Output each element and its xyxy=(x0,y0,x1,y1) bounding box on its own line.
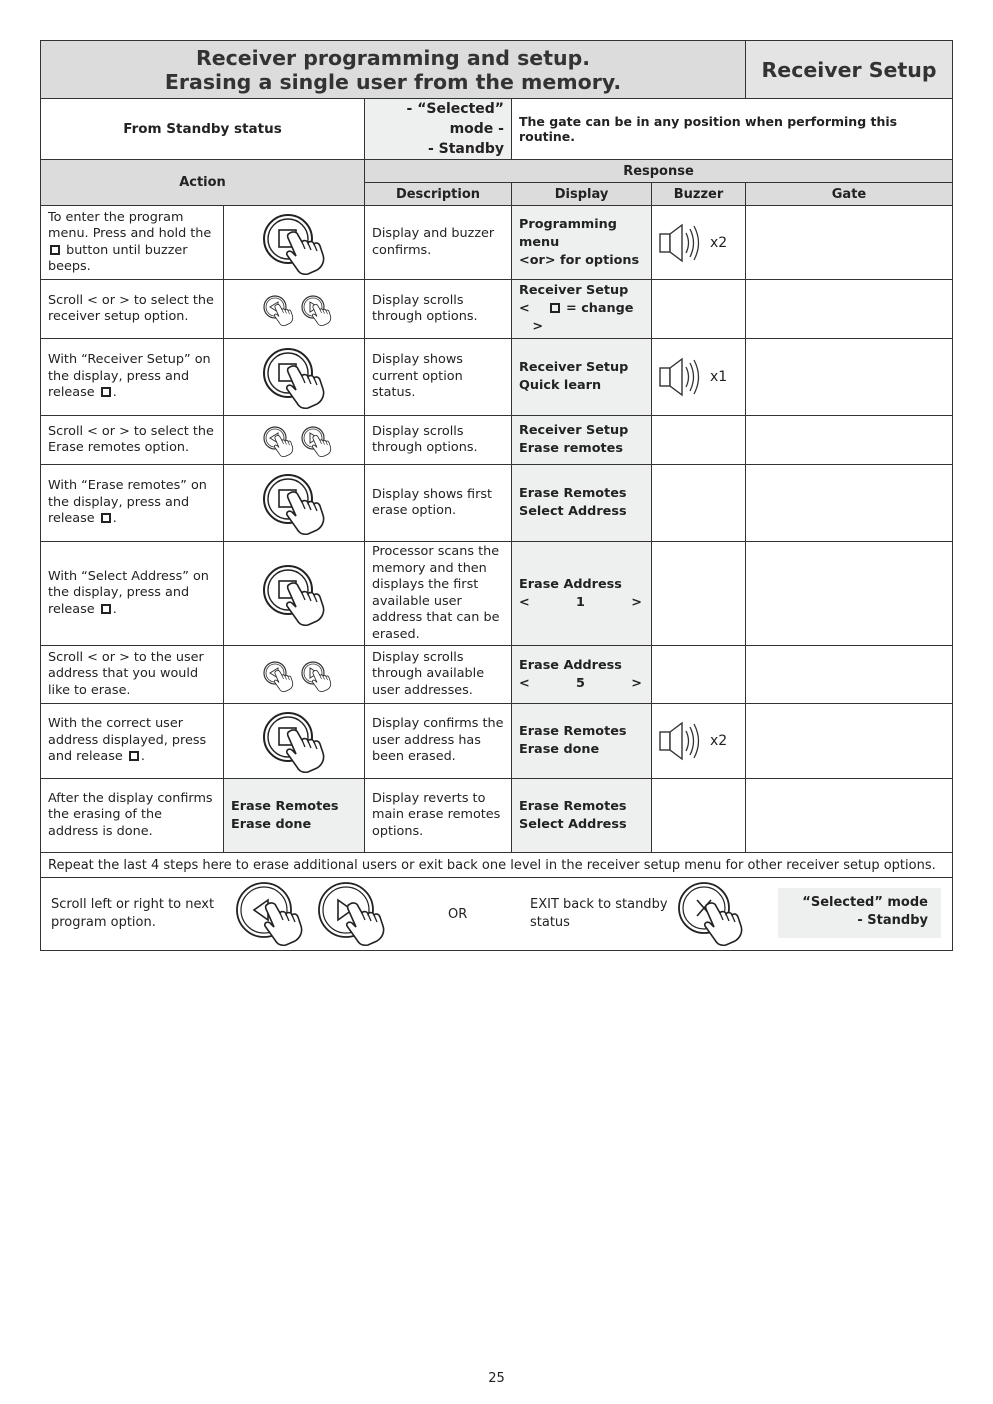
buzzer-cell xyxy=(652,704,746,779)
square-button-icon xyxy=(129,751,139,761)
buzzer-cell xyxy=(652,206,746,280)
gate-cell xyxy=(746,280,953,339)
table-row xyxy=(41,646,953,704)
buzzer-cell xyxy=(652,339,746,416)
buzzer-cell xyxy=(652,280,746,339)
or-label: OR xyxy=(448,907,468,922)
buzzer-count: x2 xyxy=(710,733,728,749)
gate-cell xyxy=(746,779,953,853)
start-mode-line-1: - “Selected” mode - xyxy=(406,101,504,137)
exit-instruction: EXIT back to standby status xyxy=(530,897,668,930)
gate-cell xyxy=(746,542,953,646)
gate-cell xyxy=(746,704,953,779)
speaker-icon xyxy=(658,720,704,762)
title-line-2: Erasing a single user from the memory. xyxy=(164,69,622,94)
state-cell: Erase Remotes Erase done xyxy=(224,779,365,853)
buzzer-count: x2 xyxy=(710,234,728,251)
scroll-buttons-icon xyxy=(224,280,365,339)
title-line-1: Receiver programming and setup. xyxy=(195,45,591,70)
press-button-icon xyxy=(224,542,365,646)
table-row xyxy=(41,704,953,779)
description-cell: Display reverts to main erase remotes options. xyxy=(365,779,512,853)
table-row xyxy=(41,542,953,646)
description-cell: Display and buzzer confirms. xyxy=(365,206,512,280)
buzzer-header: Buzzer xyxy=(652,183,746,206)
buzzer-cell xyxy=(652,646,746,704)
press-button-icon xyxy=(224,339,365,416)
gate-cell xyxy=(746,416,953,465)
display-cell: Receiver Setup Erase remotes xyxy=(512,416,652,465)
gate-cell xyxy=(746,465,953,542)
action-cell: Scroll < or > to select the Erase remotes option. xyxy=(41,416,224,465)
display-cell: Erase Address < 1 > xyxy=(512,542,652,646)
square-button-icon xyxy=(550,303,560,313)
square-button-icon xyxy=(101,387,111,397)
page-number: 25 xyxy=(488,1371,505,1386)
action-cell: With “Select Address” on the display, press and release . xyxy=(41,542,224,646)
left-arrow-button-icon xyxy=(234,880,316,948)
table-row xyxy=(41,206,953,280)
table-row xyxy=(41,465,953,542)
table-row xyxy=(41,416,953,465)
display-cell: Erase Remotes Select Address xyxy=(512,779,652,853)
buzzer-count: x1 xyxy=(710,369,728,385)
description-cell: Display confirms the user address has been erased. xyxy=(365,704,512,779)
action-cell: With “Receiver Setup” on the display, press and release . xyxy=(41,339,224,416)
section-title: Receiver Setup xyxy=(746,41,953,99)
display-cell: Programming menu <or> for options xyxy=(512,206,652,280)
buzzer-cell xyxy=(652,542,746,646)
square-button-icon xyxy=(101,604,111,614)
description-cell: Display shows current option status. xyxy=(365,339,512,416)
table-row xyxy=(41,779,953,853)
square-button-icon xyxy=(101,513,111,523)
display-cell: Receiver Setup Quick learn xyxy=(512,339,652,416)
press-button-icon xyxy=(224,704,365,779)
description-header: Description xyxy=(365,183,512,206)
buzzer-cell xyxy=(652,465,746,542)
display-cell: Erase Remotes Select Address xyxy=(512,465,652,542)
exit-button-icon xyxy=(676,880,758,948)
description-cell: Processor scans the memory and then displays the first available user address that can be erased. xyxy=(365,542,512,646)
end-mode: “Selected” mode - Standby xyxy=(778,888,941,938)
action-header: Action xyxy=(41,160,365,206)
gate-header: Gate xyxy=(746,183,953,206)
press-button-icon xyxy=(224,206,365,280)
scroll-instruction: Scroll left or right to next program option. xyxy=(51,897,215,930)
page-title xyxy=(41,41,746,99)
action-cell: Scroll < or > to the user address that you would like to erase. xyxy=(41,646,224,704)
gate-cell xyxy=(746,339,953,416)
table-row xyxy=(41,280,953,339)
repeat-note: Repeat the last 4 steps here to erase additional users or exit back one level in the receiver setup menu for other receiver setup options. xyxy=(41,853,953,878)
right-arrow-button-icon xyxy=(316,880,398,948)
display-cell: Erase Remotes Erase done xyxy=(512,704,652,779)
table-row xyxy=(41,339,953,416)
start-mode xyxy=(365,99,512,160)
description-cell: Display shows first erase option. xyxy=(365,465,512,542)
footer-row xyxy=(41,878,953,951)
display-header: Display xyxy=(512,183,652,206)
press-button-icon xyxy=(224,465,365,542)
speaker-icon xyxy=(658,356,704,398)
buzzer-cell xyxy=(652,779,746,853)
square-button-icon xyxy=(50,245,60,255)
action-cell: Scroll < or > to select the receiver setup option. xyxy=(41,280,224,339)
gate-note: The gate can be in any position when performing this routine. xyxy=(512,99,953,160)
action-cell: With the correct user address displayed, press and release . xyxy=(41,704,224,779)
display-cell: Receiver Setup < = change > xyxy=(512,280,652,339)
action-cell: After the display confirms the erasing of the address is done. xyxy=(41,779,224,853)
response-header: Response xyxy=(365,160,953,183)
scroll-buttons-icon xyxy=(224,646,365,704)
description-cell: Display scrolls through available user addresses. xyxy=(365,646,512,704)
description-cell: Display scrolls through options. xyxy=(365,280,512,339)
description-cell: Display scrolls through options. xyxy=(365,416,512,465)
action-cell: To enter the program menu. Press and hold the button until buzzer beeps. xyxy=(41,206,224,280)
action-cell: With “Erase remotes” on the display, press and release . xyxy=(41,465,224,542)
start-status: From Standby status xyxy=(41,99,365,160)
buzzer-cell xyxy=(652,416,746,465)
gate-cell xyxy=(746,646,953,704)
speaker-icon xyxy=(658,222,704,264)
gate-cell xyxy=(746,206,953,280)
scroll-buttons-icon xyxy=(224,416,365,465)
start-mode-line-2: - Standby xyxy=(427,141,504,157)
display-cell: Erase Address < 5 > xyxy=(512,646,652,704)
